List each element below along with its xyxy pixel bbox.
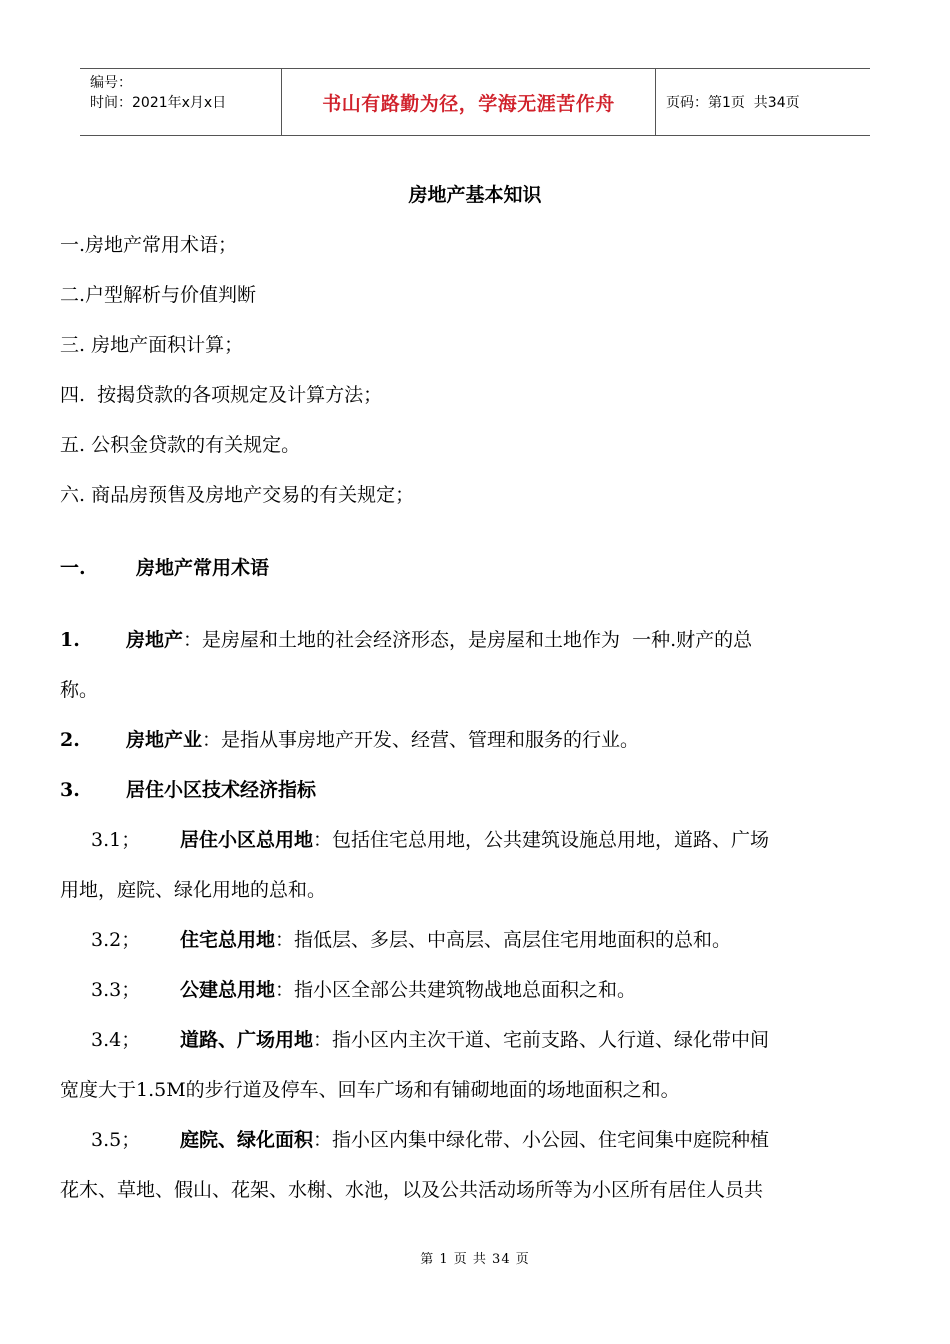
item-continuation: 称。 — [60, 679, 99, 701]
subitem — [91, 1125, 769, 1152]
item-text: ：是房屋和土地的社会经济形态，是房屋和土地作为 一种.财产的总 — [183, 629, 753, 651]
header-number: 编号： — [90, 75, 132, 91]
toc-item: 五. 公积金贷款的有关规定。 — [60, 434, 301, 456]
item-text: ：是指从事房地产开发、经营、管理和服务的行业。 — [202, 729, 640, 751]
subitem-term: 居住小区总用地 — [180, 829, 314, 851]
subitem-text: ：包括住宅总用地，公共建筑设施总用地，道路、广场 — [313, 829, 770, 851]
subitem-number: 3.4； — [91, 1029, 141, 1051]
toc-item: 四. 按揭贷款的各项规定及计算方法； — [60, 384, 383, 406]
subitem-term: 庭院、绿化面积 — [180, 1129, 314, 1151]
subitem-number: 3.1； — [91, 829, 141, 851]
toc-item: 二.户型解析与价值判断 — [60, 284, 257, 306]
item-term: 居住小区技术经济指标 — [126, 779, 317, 801]
item-number: 1. — [60, 629, 80, 651]
subitem-number: 3.5； — [91, 1129, 141, 1151]
subitem-text: ：指低层、多层、中高层、高层住宅用地面积的总和。 — [275, 929, 732, 951]
subitem-number: 3.3； — [91, 979, 141, 1001]
section-heading — [60, 553, 269, 580]
subitem — [91, 1025, 769, 1052]
term-item — [60, 625, 752, 652]
section-title: 房地产常用术语 — [136, 557, 270, 579]
subitem-text: ：指小区全部公共建筑物战地总面积之和。 — [275, 979, 637, 1001]
item-number: 3. — [60, 779, 80, 801]
item-term: 房地产 — [126, 629, 184, 651]
term-item — [60, 725, 639, 752]
subitem-text: ：指小区内主次干道、宅前支路、人行道、绿化带中间 — [313, 1029, 770, 1051]
subitem-continuation: 花木、草地、假山、花架、水榭、水池，以及公共活动场所等为小区所有居住人员共 — [60, 1179, 764, 1201]
toc-item: 三. 房地产面积计算； — [60, 334, 244, 356]
subitem-number: 3.2； — [91, 929, 141, 951]
subitem-continuation: 用地，庭院、绿化用地的总和。 — [60, 879, 327, 901]
page-footer: 第 1 页 共 34 页 — [420, 1252, 530, 1267]
toc-item: 六. 商品房预售及房地产交易的有关规定； — [60, 484, 415, 506]
subitem-term: 公建总用地 — [180, 979, 276, 1001]
term-item — [60, 775, 316, 802]
page-header — [80, 68, 870, 136]
header-page-info: 页码：第1页 共34页 — [666, 95, 800, 111]
document-title: 房地产基本知识 — [408, 184, 542, 206]
item-term: 房地产业 — [126, 729, 203, 751]
subitem — [91, 925, 731, 952]
item-number: 2. — [60, 729, 80, 751]
subitem-term: 道路、广场用地 — [180, 1029, 314, 1051]
header-meta — [80, 69, 282, 135]
subitem — [91, 975, 636, 1002]
subitem-term: 住宅总用地 — [180, 929, 276, 951]
subitem-continuation: 宽度大于1.5M的步行道及停车、回车广场和有铺砌地面的场地面积之和。 — [60, 1079, 680, 1101]
header-motto: 书山有路勤为径，学海无涯苦作舟 — [282, 69, 656, 135]
toc-item: 一.房地产常用术语； — [60, 234, 238, 256]
header-date: 时间：2021年x月x日 — [90, 95, 227, 111]
section-number: 一. — [60, 557, 86, 579]
subitem-text: ：指小区内集中绿化带、小公园、住宅间集中庭院种植 — [313, 1129, 770, 1151]
subitem — [91, 825, 769, 852]
